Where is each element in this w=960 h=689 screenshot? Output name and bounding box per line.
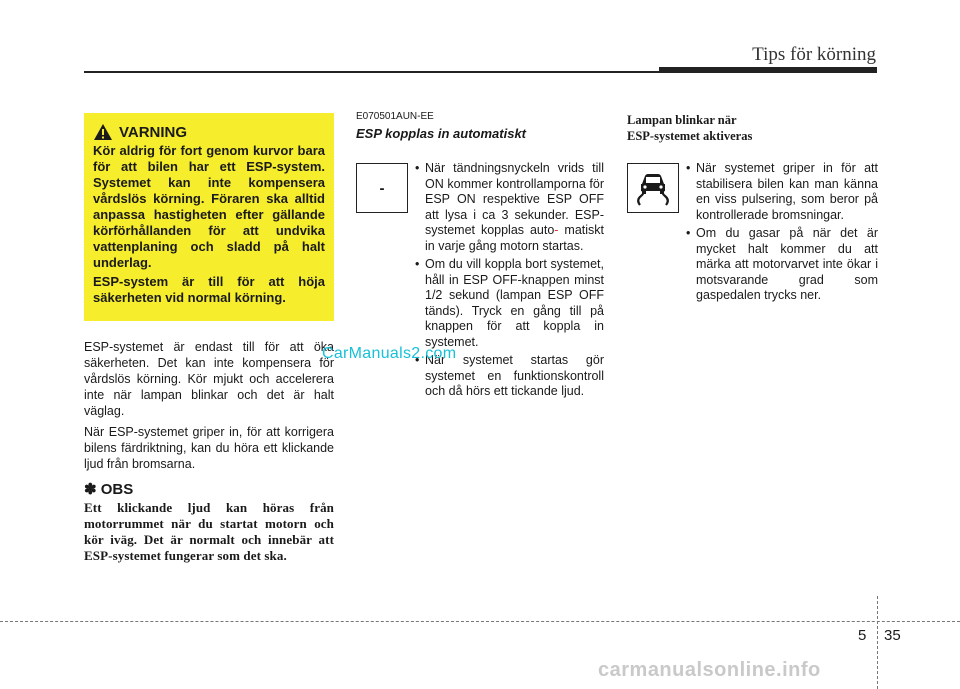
list-item: • När tändningsnyckeln vrids till ON kommer kontrollamporna för ESP ON respektive ESP OFF att lysa i ca 3 sekunder. ESP-systemet kopplas auto- matiskt in varje gång motorn startas. <box>415 161 604 254</box>
warning-box <box>84 113 334 321</box>
footer-dashed-divider <box>877 596 878 689</box>
list-item: • Om du gasar på när det är mycket halt kommer du att märka att motorvarvet inte ökar i motsvarande grad som gaspedalen trycks ner. <box>686 226 878 304</box>
body-paragraph: ESP-systemet är endast till för att öka säkerheten. Det kan inte kompensera för vårdslös körning. Kör mjukt och accelerera inte när lampan blinkar och det är halt väglag. <box>84 340 334 418</box>
warning-paragraph: Kör aldrig för fort genom kurvor bara för att bilen har ett ESP-system. Systemet kan inte kompensera vårdslös körning. Föraren ska alltid anpassa hastigheten efter gällande körförhållanden för att undvika vattenplaning och sladd på halt underlag. <box>93 143 325 270</box>
skidding-car-icon <box>633 169 673 207</box>
warning-label: VARNING <box>119 123 188 141</box>
column3-bullet-list <box>686 161 878 307</box>
page-number: 35 <box>884 627 901 644</box>
list-item: • Om du vill koppla bort systemet, håll in ESP OFF-knappen minst 1/2 sekund (lampan ESP OFF tänds). Tryck en gång till på knappen för att koppla in systemet. <box>415 257 604 350</box>
watermark-text: carmanualsonline.info <box>598 659 821 681</box>
column3-heading: Lampan blinkar när ESP-systemet aktiveras <box>627 113 753 143</box>
hyphen-mark: - <box>554 223 559 237</box>
obs-text: Ett klickande ljud kan höras från motorrummet när du startat motorn och kör iväg. Det är normalt och innebär att ESP-systemet fungerar som det ska. <box>84 500 334 563</box>
section-number: 5 <box>858 627 867 644</box>
column2-bullet-list <box>415 161 604 403</box>
section-title: ESP kopplas in automatiskt <box>356 126 527 141</box>
esp-indicator-box <box>627 163 679 213</box>
indicator-symbol: - <box>379 179 385 197</box>
list-item: • När systemet griper in för att stabilisera bilen kan man känna en viss pulsering, som beror på kontrollerade bromsningar. <box>686 161 878 223</box>
header-rule <box>84 71 659 73</box>
header-bar <box>659 67 877 73</box>
warning-triangle-icon <box>93 123 113 141</box>
footer-dashed-line <box>0 621 960 622</box>
warning-paragraph: ESP-system är till för att höja säkerheten vid normal körning. <box>93 274 325 305</box>
section-code: E070501AUN-EE <box>356 111 434 122</box>
page-header-title: Tips för körning <box>752 44 876 65</box>
warning-title <box>93 123 325 141</box>
obs-heading: ✽ OBS <box>84 481 134 498</box>
column1-text <box>84 339 334 477</box>
body-paragraph: När ESP-systemet griper in, för att korrigera bilens färdriktning, kan du höra ett klickande ljud från bromsarna. <box>84 425 334 471</box>
list-item: • När systemet startas gör systemet en funktionskontroll och då hörs ett tickande ljud. <box>415 353 604 400</box>
indicator-box <box>356 163 408 213</box>
watermark-text: CarManuals2.com <box>322 345 457 362</box>
